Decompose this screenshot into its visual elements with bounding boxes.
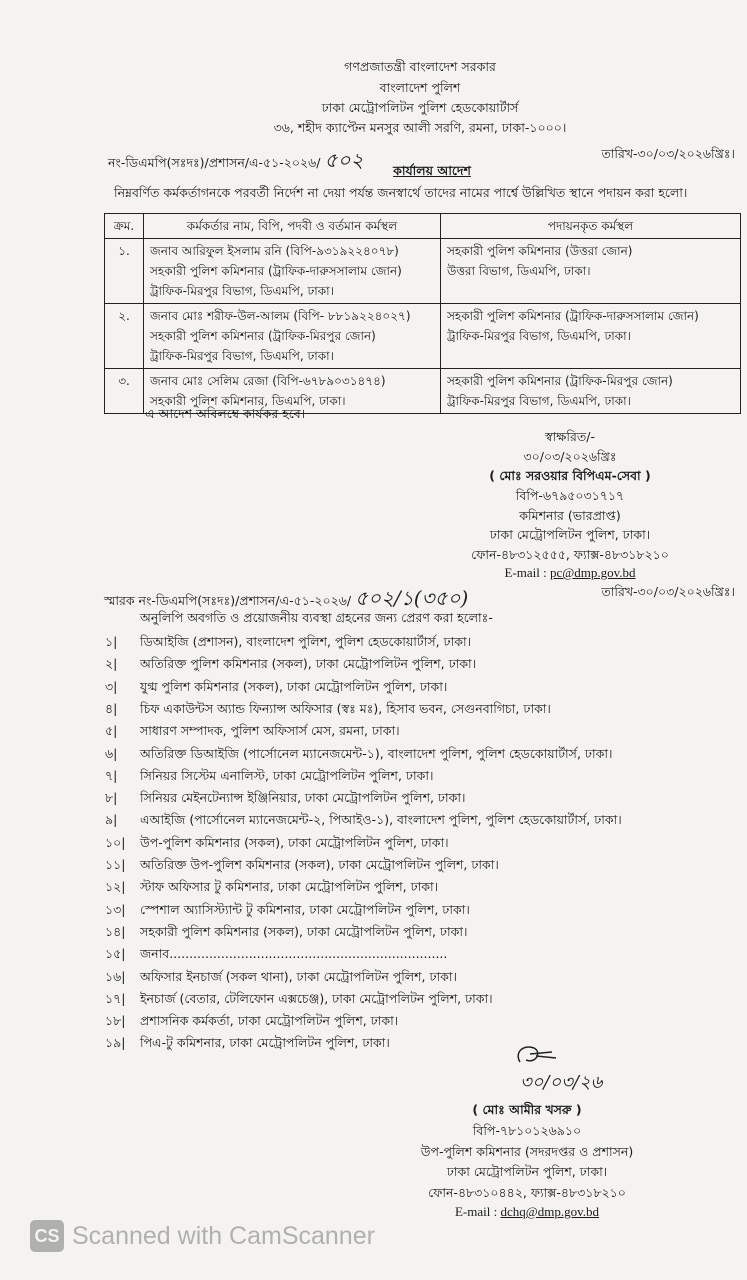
- posted-cell: [441, 369, 741, 414]
- list-item-number: ৩|: [105, 678, 118, 694]
- signed-label: স্বাক্ষরিত/-: [545, 429, 595, 444]
- camscanner-watermark: [30, 1220, 375, 1252]
- header-line-3: ঢাকা মেট্রোপলিটন পুলিশ হেডকোয়ার্টার্স: [321, 100, 519, 115]
- signatory-office: ঢাকা মেট্রোপলিটন পুলিশ, ঢাকা।: [446, 1164, 608, 1179]
- posting-table: [104, 213, 741, 414]
- list-item: [105, 812, 622, 832]
- header-line-1: গণপ্রজাতন্ত্রী বাংলাদেশ সরকার: [344, 59, 496, 74]
- list-item-text: জনাব......................................................................: [140, 946, 448, 962]
- list-item-number: ১৭|: [105, 990, 126, 1006]
- list-item: [105, 835, 449, 855]
- list-item: [105, 924, 467, 944]
- signatory-email: [504, 565, 635, 581]
- cell-line: সহকারী পুলিশ কমিশনার (ট্রাফিক-দারুসসালাম জোন): [150, 264, 402, 278]
- column-header-posted: পদায়নকৃত কর্মস্থল: [441, 214, 741, 239]
- reference-date: তারিখ-৩০/০৩/২০২৬খ্রিঃ।: [601, 146, 735, 161]
- signatory-name: ( মোঃ আমীর খসরু ): [472, 1102, 582, 1117]
- signatory-bp: বিপি-৭৮১০১২৬৯১০: [472, 1123, 582, 1138]
- signatory-name: ( মোঃ সরওয়ার বিপিএম-সেবা ): [489, 468, 651, 483]
- camscanner-logo-icon: CS: [30, 1220, 64, 1252]
- memo-date: তারিখ-৩০/০৩/২০২৬খ্রিঃ।: [601, 584, 735, 599]
- column-header-serial: ক্রম.: [105, 214, 144, 239]
- reference-number-text: নং-ডিএমপি(সঃদঃ)/প্রশাসন/এ-৫১-২০২৬/: [108, 155, 321, 170]
- list-item-text: যুগ্ম পুলিশ কমিশনার (সকল), ঢাকা মেট্রোপলিটন পুলিশ, ঢাকা।: [140, 678, 448, 694]
- list-item-number: ৯|: [105, 812, 118, 828]
- list-item-text: অফিসার ইনচার্জ (সকল থানা), ঢাকা মেট্রোপলিটন পুলিশ, ঢাকা।: [140, 968, 458, 984]
- email-link[interactable]: pc@dmp.gov.bd: [549, 565, 636, 580]
- cell-line: ট্রাফিক-মিরপুর বিভাগ, ডিএমপি, ঢাকা।: [447, 329, 631, 343]
- list-item: [105, 1035, 390, 1055]
- list-item-number: ২|: [105, 656, 118, 672]
- list-item-text: উপ-পুলিশ কমিশনার (সকল), ঢাকা মেট্রোপলিটন পুলিশ, ঢাকা।: [140, 834, 449, 850]
- copy-intro: অনুলিপি অবগতি ও প্রয়োজনীয় ব্যবস্থা গ্রহনের জন্য প্রেরণ করা হলোঃ-: [140, 610, 493, 625]
- list-item-text: পিএ-টু কমিশনার, ঢাকা মেট্রোপলিটন পুলিশ, ঢাকা।: [140, 1035, 390, 1051]
- list-item-text: সিনিয়র মেইনটেন্যান্স ইঞ্জিনিয়ার, ঢাকা মেট্রোপলিটন পুলিশ, ঢাকা।: [140, 790, 466, 806]
- memo-handwritten: ৫০২/১(৩৫০): [355, 586, 469, 610]
- list-item-text: ইনচার্জ (বেতার, টেলিফোন এক্সচেঞ্জ), ঢাকা মেট্রোপলিটন পুলিশ, ঢাকা।: [140, 990, 493, 1006]
- table-row: [105, 304, 741, 369]
- list-item-number: ১৯|: [105, 1035, 126, 1051]
- posted-cell: [441, 239, 741, 304]
- reference-number: [108, 146, 364, 179]
- serial-cell: ১.: [105, 239, 144, 304]
- signature-scribble-icon: [512, 1042, 562, 1070]
- list-item: [105, 790, 465, 810]
- list-item-number: ৫|: [105, 723, 118, 739]
- list-item: [105, 634, 471, 654]
- list-item-text: অতিরিক্ত উপ-পুলিশ কমিশনার (সকল), ঢাকা মেট্রোপলিটন পুলিশ, ঢাকা।: [140, 857, 499, 872]
- list-item: [105, 1013, 398, 1033]
- list-item: [105, 746, 612, 766]
- signed-date: ৩০/০৩/২০২৬খ্রিঃ: [523, 449, 617, 464]
- intro-text: নিম্নবর্ণিত কর্মকর্তাগনকে পরবর্তী নির্দেশ না দেয়া পর্যন্ত জনস্বার্থে তাদের নামের পার্শ্বে উল্লিখিত স্থানে পদায়ন করা হলো।: [114, 185, 688, 200]
- list-item-number: ১৪|: [105, 923, 126, 939]
- signatory-phone: ফোন-৪৮৩১২৫৫৫, ফ্যাক্স-৪৮৩১৮২১০: [471, 547, 669, 562]
- list-item-number: ৮|: [105, 790, 118, 806]
- watermark-text: Scanned with CamScanner: [72, 1221, 375, 1250]
- email-label: E-mail :: [454, 1204, 501, 1219]
- cell-line: জনাব আরিফুল ইসলাম রনি (বিপি-৯৩১৯২২৪০৭৮): [150, 244, 399, 258]
- list-item: [105, 768, 433, 788]
- cell-line: ট্রাফিক-মিরপুর বিভাগ, ডিএমপি, ঢাকা।: [150, 349, 334, 363]
- list-item-text: অতিরিক্ত ডিআইজি (পার্সোনেল ম্যানেজমেন্ট-১), বাংলাদেশ পুলিশ, পুলিশ হেডকোয়ার্টার্স, ঢাকা।: [140, 745, 613, 761]
- email-link[interactable]: dchq@dmp.gov.bd: [500, 1204, 600, 1219]
- list-item-text: সাধারণ সম্পাদক, পুলিশ অফিসার্স মেস, রমনা, ঢাকা।: [140, 723, 400, 739]
- list-item-text: স্টাফ অফিসার টু কমিশনার, ঢাকা মেট্রোপলিটন পুলিশ, ঢাকা।: [140, 879, 439, 895]
- list-item-text: এআইজি (পার্সোনেল ম্যানেজমেন্ট-২, পিআইও-১), বাংলাদেশ পুলিশ, পুলিশ হেডকোয়ার্টার্স, ঢাকা।: [140, 812, 622, 828]
- list-item-number: ১৮|: [105, 1013, 126, 1029]
- list-item: [105, 701, 551, 721]
- signatory-office: ঢাকা মেট্রোপলিটন পুলিশ, ঢাকা।: [489, 527, 651, 542]
- list-item-number: ১০|: [105, 834, 126, 850]
- list-item-number: ১৩|: [105, 901, 126, 917]
- posted-cell: [441, 304, 741, 369]
- signatory-designation: উপ-পুলিশ কমিশনার (সদরদপ্তর ও প্রশাসন): [420, 1144, 634, 1159]
- cell-line: সহকারী পুলিশ কমিশনার (ট্রাফিক-মিরপুর জোন): [150, 329, 376, 343]
- cell-line: জনাব মোঃ সেলিম রেজা (বিপি-৬৭৮৯০৩১৪৭৪): [150, 374, 386, 388]
- cell-line: সহকারী পুলিশ কমিশনার (উত্তরা জোন): [447, 244, 633, 258]
- list-item-text: সহকারী পুলিশ কমিশনার (সকল), ঢাকা মেট্রোপলিটন পুলিশ, ঢাকা।: [140, 923, 468, 939]
- list-item: [105, 991, 493, 1011]
- cell-line: ট্রাফিক-মিরপুর বিভাগ, ডিএমপি, ঢাকা।: [150, 284, 334, 298]
- list-item-number: ১৬|: [105, 968, 126, 984]
- page-title: কার্যালয় আদেশ: [393, 163, 471, 178]
- list-item-text: অতিরিক্ত পুলিশ কমিশনার (সকল), ঢাকা মেট্রোপলিটন পুলিশ, ঢাকা।: [140, 656, 477, 672]
- serial-cell: ২.: [105, 304, 144, 369]
- list-item: [105, 857, 499, 877]
- column-header-current: কর্মকর্তার নাম, বিপি, পদবী ও বর্তমান কর্মস্থল: [144, 214, 441, 239]
- cell-line: জনাব মোঃ শরীফ-উল-আলম (বিপি- ৮৮১৯২২৪০২৭): [150, 309, 411, 323]
- current-cell: [144, 239, 441, 304]
- list-item-text: ডিআইজি (প্রশাসন), বাংলাদেশ পুলিশ, পুলিশ হেডকোয়ার্টার্স, ঢাকা।: [140, 634, 472, 649]
- current-cell: [144, 304, 441, 369]
- list-item-number: ১৫|: [105, 946, 126, 962]
- list-item: [105, 723, 400, 743]
- cell-line: সহকারী পুলিশ কমিশনার (ট্রাফিক-দারুসসালাম জোন): [447, 309, 699, 323]
- list-item-number: ১১|: [105, 857, 126, 872]
- list-item-number: ৪|: [105, 700, 118, 716]
- cell-line: সহকারী পুলিশ কমিশনার, ডিএমপি, ঢাকা।: [150, 394, 346, 408]
- cell-line: সহকারী পুলিশ কমিশনার (ট্রাফিক-মিরপুর জোন): [447, 374, 673, 388]
- list-item: [105, 902, 470, 922]
- list-item-text: স্পেশাল অ্যাসিস্ট্যান্ট টু কমিশনার, ঢাকা মেট্রোপলিটন পুলিশ, ঢাকা।: [140, 901, 470, 917]
- serial-cell: ৩.: [105, 369, 144, 414]
- table-header-row: [105, 214, 741, 239]
- reference-handwritten: ৫০২: [324, 148, 364, 172]
- cell-line: উত্তরা বিভাগ, ডিএমপি, ঢাকা।: [447, 264, 591, 278]
- header-line-4: ৩৬, শহীদ ক্যাপ্টেন মনসুর আলী সরণি, রমনা, ঢাকা-১০০০।: [273, 120, 567, 135]
- signatory-email: [455, 1204, 599, 1220]
- list-item-number: ১|: [105, 634, 118, 649]
- list-item-number: ৭|: [105, 767, 118, 783]
- signatory-phone: ফোন-৪৮৩১০৪৪২, ফ্যাক্স-৪৮৩১৮২১০: [428, 1185, 626, 1200]
- list-item: [105, 679, 447, 699]
- signatory-designation: কমিশনার (ভারপ্রাপ্ত): [519, 508, 621, 523]
- header-line-2: বাংলাদেশ পুলিশ: [379, 80, 461, 95]
- list-item: [105, 879, 438, 899]
- list-item-number: ১২|: [105, 879, 126, 895]
- list-item: [105, 656, 476, 676]
- list-item-text: সিনিয়র সিস্টেম এনালিস্ট, ঢাকা মেট্রোপলিটন পুলিশ, ঢাকা।: [140, 767, 434, 783]
- table-row: [105, 239, 741, 304]
- effective-note: এ আদেশ অবিলম্বে কার্যকর হবে।: [145, 406, 306, 421]
- handwritten-sign-date: ৩০/০৩/২৬: [520, 1072, 603, 1093]
- memo-number-text: স্মারক নং-ডিএমপি(সঃদঃ)/প্রশাসন/এ-৫১-২০২৬/: [104, 593, 352, 608]
- list-item-number: ৬|: [105, 745, 118, 761]
- list-item: [105, 969, 457, 989]
- signatory-bp: বিপি-৬৭৯৫০৩১৭১৭: [515, 488, 625, 503]
- list-item-text: চিফ একাউন্টস অ্যান্ড ফিন্যান্স অফিসার (স্বঃ মঃ), হিসাব ভবন, সেগুনবাগিচা, ঢাকা।: [140, 700, 551, 716]
- email-label: E-mail :: [504, 565, 550, 580]
- list-item-text: প্রশাসনিক কর্মকর্তা, ঢাকা মেট্রোপলিটন পুলিশ, ঢাকা।: [140, 1013, 399, 1029]
- list-item: [105, 946, 447, 966]
- cell-line: ট্রাফিক-মিরপুর বিভাগ, ডিএমপি, ঢাকা।: [447, 394, 631, 408]
